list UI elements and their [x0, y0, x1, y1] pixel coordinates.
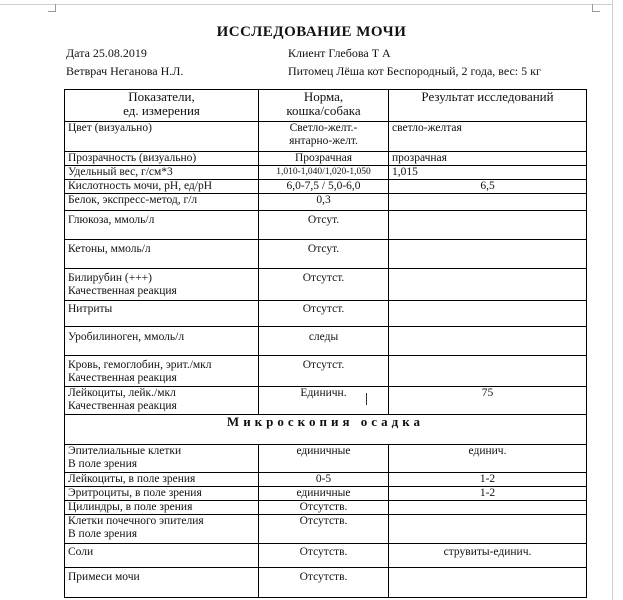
norm-cell: Отсутст. [259, 301, 389, 327]
table-row [65, 515, 587, 544]
table-row [65, 568, 587, 598]
param-cell: Клетки почечного эпителия В поле зрения [65, 515, 259, 544]
norm-cell: Отсутст. [259, 356, 389, 387]
result-cell [389, 356, 587, 387]
result-cell: прозрачная [389, 152, 587, 166]
norm-cell: 6,0-7,5 / 5,0-6,0 [259, 180, 389, 194]
result-cell [389, 515, 587, 544]
result-cell [389, 240, 587, 269]
result-cell [389, 501, 587, 515]
norm-cell: Светло-желт.- янтарно-желт. [259, 122, 389, 152]
norm-cell: Отсутств. [259, 544, 389, 568]
table-row [65, 240, 587, 269]
result-cell: 1-2 [389, 473, 587, 487]
table-row [65, 180, 587, 194]
param-cell: Уробилиноген, ммоль/л [65, 327, 259, 356]
result-cell: единич. [389, 445, 587, 473]
table-row [65, 152, 587, 166]
norm-cell: Отсутств. [259, 568, 389, 598]
result-cell [389, 327, 587, 356]
table-row [65, 487, 587, 501]
param-cell: Кетоны, ммоль/л [65, 240, 259, 269]
header-result: Результат исследований [389, 90, 587, 122]
result-cell [389, 194, 587, 211]
document-title: ИССЛЕДОВАНИЕ МОЧИ [216, 24, 407, 40]
table-row [65, 166, 587, 180]
param-cell: Глюкоза, ммоль/л [65, 211, 259, 240]
result-cell [389, 568, 587, 598]
norm-cell: 0-5 [259, 473, 389, 487]
norm-cell: 0,3 [259, 194, 389, 211]
result-cell [389, 269, 587, 301]
table-header-row [65, 90, 587, 122]
margin-marker-right [592, 4, 600, 12]
table-row [65, 211, 587, 240]
page-top-edge [0, 0, 613, 5]
table-row [65, 122, 587, 152]
param-cell: Удельный вес, г/см*3 [65, 166, 259, 180]
table-row [65, 387, 587, 415]
norm-cell: единичные [259, 445, 389, 473]
margin-marker-left [48, 4, 56, 12]
param-cell: Белок, экспресс-метод, г/л [65, 194, 259, 211]
norm-cell: Единичн. [259, 387, 389, 415]
norm-cell: Отсутств. [259, 501, 389, 515]
norm-cell: Отсут. [259, 240, 389, 269]
table-row [65, 501, 587, 515]
text-cursor [366, 393, 367, 405]
param-cell: Прозрачность (визуально) [65, 152, 259, 166]
norm-cell: следы [259, 327, 389, 356]
section-title: Микроскопия осадка [65, 415, 587, 445]
result-cell: 75 [389, 387, 587, 415]
param-cell: Цвет (визуально) [65, 122, 259, 152]
page-right-edge [612, 0, 613, 600]
param-cell: Кровь, гемоглобин, эрит./мкл Качественная реакция [65, 356, 259, 387]
norm-cell: Прозрачная [259, 152, 389, 166]
table-row [65, 356, 587, 387]
result-cell: струвиты-единич. [389, 544, 587, 568]
table-row [65, 301, 587, 327]
param-cell: Нитриты [65, 301, 259, 327]
norm-cell: единичные [259, 487, 389, 501]
results-table [64, 89, 587, 598]
param-cell: Эпителиальные клетки В поле зрения [65, 445, 259, 473]
patient-info: Питомец Лёша кот Беспородный, 2 года, вес: 5 кг [288, 64, 541, 78]
result-cell: 1,015 [389, 166, 587, 180]
norm-cell: Отсут. [259, 211, 389, 240]
param-cell: Соли [65, 544, 259, 568]
table-row [65, 445, 587, 473]
norm-cell: 1,010-1,040/1,020-1,050 [259, 166, 389, 180]
table-row [65, 327, 587, 356]
result-cell [389, 211, 587, 240]
table-row [65, 544, 587, 568]
result-cell: светло-желтая [389, 122, 587, 152]
param-cell: Билирубин (+++) Качественная реакция [65, 269, 259, 301]
param-cell: Цилиндры, в поле зрения [65, 501, 259, 515]
param-cell: Лейкоциты, в поле зрения [65, 473, 259, 487]
result-cell [389, 301, 587, 327]
result-cell: 6,5 [389, 180, 587, 194]
header-norm: Норма, кошка/собака [259, 90, 389, 122]
section-microscopy-row [65, 415, 587, 445]
param-cell: Эритроциты, в поле зрения [65, 487, 259, 501]
param-cell: Примеси мочи [65, 568, 259, 598]
header-parameter: Показатели, ед. измерения [65, 90, 259, 122]
exam-date: Дата 25.08.2019 [66, 46, 147, 60]
client-name: Клиент Глебова Т А [288, 46, 391, 60]
table-row [65, 473, 587, 487]
table-row [65, 269, 587, 301]
param-cell: Кислотность мочи, рН, ед/рН [65, 180, 259, 194]
veterinarian: Ветврач Неганова Н.Л. [66, 64, 184, 78]
table-row [65, 194, 587, 211]
norm-cell: Отсутст. [259, 269, 389, 301]
param-cell: Лейкоциты, лейк./мкл Качественная реакция [65, 387, 259, 415]
norm-cell: Отсутств. [259, 515, 389, 544]
result-cell: 1-2 [389, 487, 587, 501]
